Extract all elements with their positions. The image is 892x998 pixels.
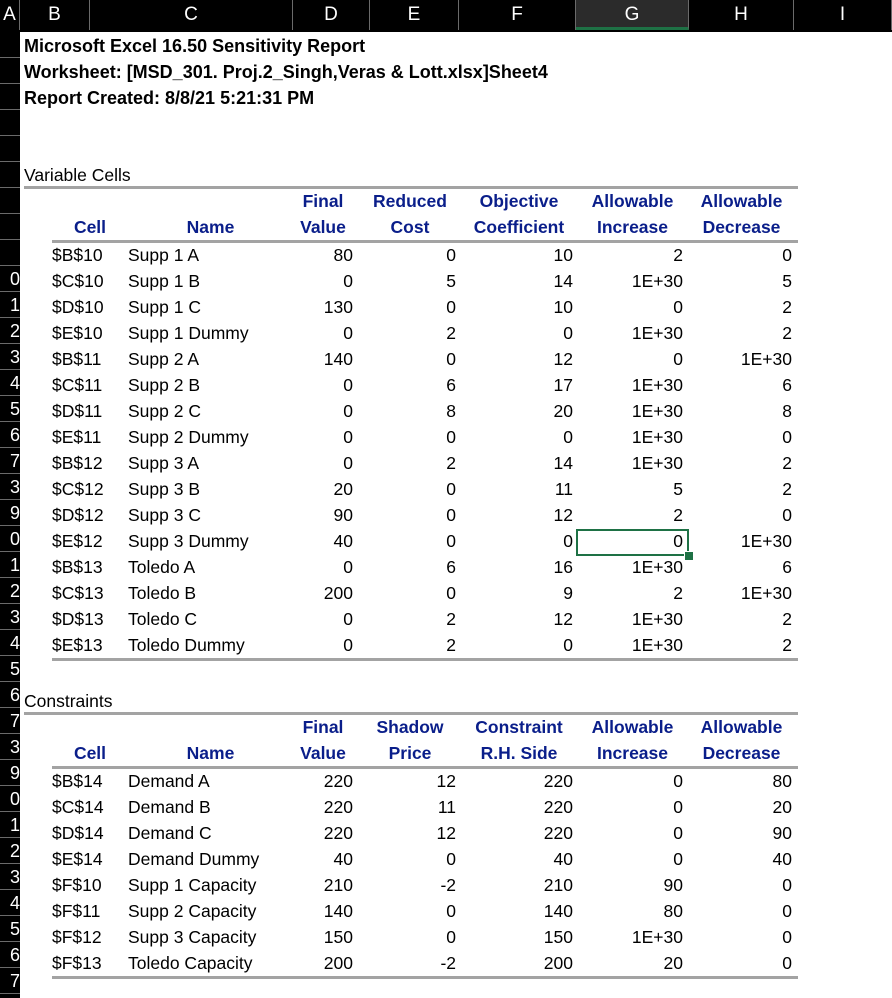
variable_cells-final-value[interactable]: 0 (343, 557, 353, 577)
row-header[interactable]: 0 (0, 786, 20, 812)
row-header[interactable] (0, 110, 20, 136)
variable_cells-cost[interactable]: 5 (446, 271, 456, 291)
constraints-allowable-decrease[interactable]: 0 (782, 875, 792, 895)
constraints-final-value[interactable]: 40 (333, 849, 353, 869)
variable_cells-name[interactable]: Supp 3 A (128, 453, 200, 473)
variable_cells-allowable-increase[interactable]: 5 (673, 479, 683, 499)
row-header[interactable]: 2 (0, 838, 20, 864)
column-header-e[interactable]: E (370, 0, 459, 30)
constraints-coefficient[interactable]: 140 (543, 901, 573, 921)
row-header[interactable]: 5 (0, 396, 20, 422)
variable_cells-coefficient[interactable]: 12 (553, 349, 573, 369)
variable_cells-coefficient[interactable]: 0 (563, 427, 573, 447)
constraints-name[interactable]: Supp 2 Capacity (128, 901, 257, 921)
variable_cells-allowable-decrease[interactable]: 2 (782, 297, 792, 317)
row-header[interactable]: 3 (0, 474, 20, 500)
variable_cells-final-value[interactable]: 0 (343, 635, 353, 655)
constraints-cell-ref[interactable]: $B$14 (52, 771, 103, 791)
variable_cells-cost[interactable]: 0 (446, 427, 456, 447)
variable_cells-allowable-increase[interactable]: 0 (673, 297, 683, 317)
constraints-coefficient[interactable]: 220 (543, 797, 573, 817)
variable_cells-header-allowable-increase: Allowable (591, 191, 674, 211)
row-header[interactable]: 4 (0, 890, 20, 916)
constraints-cost[interactable]: -2 (440, 875, 456, 895)
constraints-cost[interactable]: 12 (436, 771, 456, 791)
constraints-cell-ref[interactable]: $F$12 (52, 927, 102, 947)
constraints-cost[interactable]: 0 (446, 901, 456, 921)
constraints-allowable-decrease[interactable]: 0 (782, 927, 792, 947)
constraints-allowable-increase[interactable]: 20 (663, 953, 683, 973)
variable_cells-coefficient[interactable]: 0 (563, 323, 573, 343)
variable_cells-cost[interactable]: 0 (446, 505, 456, 525)
constraints-cost[interactable]: 12 (436, 823, 456, 843)
variable_cells-header-coefficient: Objective (479, 191, 559, 211)
variable_cells-cost[interactable]: 0 (446, 479, 456, 499)
constraints-name[interactable]: Supp 1 Capacity (128, 875, 257, 895)
variable_cells-allowable-decrease[interactable]: 1E+30 (740, 531, 792, 551)
constraints-allowable-decrease[interactable]: 40 (772, 849, 792, 869)
constraints-final-value[interactable]: 220 (323, 771, 353, 791)
variable_cells-header-final-value: Value (300, 217, 346, 237)
variable_cells-bottom-rule (52, 658, 798, 661)
constraints-section-title: Constraints (24, 691, 113, 711)
variable_cells-name[interactable]: Supp 2 B (128, 375, 200, 395)
constraints-coefficient[interactable]: 220 (543, 771, 573, 791)
variable_cells-coefficient[interactable]: 12 (553, 609, 573, 629)
variable_cells-allowable-increase[interactable]: 1E+30 (631, 401, 683, 421)
variable_cells-allowable-increase[interactable]: 0 (673, 531, 683, 551)
constraints-final-value[interactable]: 210 (323, 875, 353, 895)
constraints-cell-ref[interactable]: $F$10 (52, 875, 102, 895)
variable_cells-final-value[interactable]: 140 (323, 349, 353, 369)
variable_cells-name[interactable]: Supp 2 Dummy (128, 427, 249, 447)
constraints-allowable-decrease[interactable]: 0 (782, 953, 792, 973)
variable_cells-allowable-decrease[interactable]: 0 (782, 427, 792, 447)
constraints-cell-ref[interactable]: $F$13 (52, 953, 102, 973)
variable_cells-allowable-increase[interactable]: 1E+30 (631, 271, 683, 291)
variable_cells-name[interactable]: Supp 3 B (128, 479, 200, 499)
row-header[interactable] (0, 136, 20, 162)
variable_cells-name[interactable]: Supp 3 Dummy (128, 531, 249, 551)
variable_cells-name[interactable]: Toledo C (128, 609, 198, 629)
variable_cells-coefficient[interactable]: 20 (553, 401, 573, 421)
constraints-name[interactable]: Demand B (128, 797, 211, 817)
report-created: Report Created: 8/8/21 5:21:31 PM (24, 88, 315, 108)
variable_cells-cost[interactable]: 6 (446, 557, 456, 577)
constraints-final-value[interactable]: 200 (323, 953, 353, 973)
variable_cells-cost[interactable]: 2 (446, 635, 456, 655)
constraints-allowable-decrease[interactable]: 80 (772, 771, 792, 791)
variable_cells-allowable-decrease[interactable]: 8 (782, 401, 792, 421)
variable_cells-cell-ref[interactable]: $E$10 (52, 323, 103, 343)
variable_cells-allowable-increase[interactable]: 1E+30 (631, 635, 683, 655)
report-title: Microsoft Excel 16.50 Sensitivity Report (24, 36, 366, 56)
variable_cells-allowable-increase[interactable]: 1E+30 (631, 427, 683, 447)
variable_cells-final-value[interactable]: 0 (343, 375, 353, 395)
variable_cells-header-coefficient: Coefficient (473, 217, 565, 237)
variable_cells-header-final-value: Final (302, 191, 344, 211)
variable_cells-cell-ref[interactable]: $C$12 (52, 479, 104, 499)
variable_cells-allowable-increase[interactable]: 1E+30 (631, 609, 683, 629)
constraints-final-value[interactable]: 220 (323, 823, 353, 843)
row-header[interactable]: 2 (0, 578, 20, 604)
variable_cells-allowable-increase[interactable]: 1E+30 (631, 557, 683, 577)
column-header-b[interactable]: B (20, 0, 90, 30)
variable_cells-cell-ref[interactable]: $B$11 (52, 349, 102, 369)
variable_cells-final-value[interactable]: 40 (333, 531, 353, 551)
row-header[interactable]: 3 (0, 734, 20, 760)
variable_cells-cell-ref[interactable]: $B$13 (52, 557, 103, 577)
row-header[interactable]: 1 (0, 292, 20, 318)
variable_cells-name[interactable]: Supp 1 Dummy (128, 323, 249, 343)
constraints-cost[interactable]: 0 (446, 927, 456, 947)
constraints-cell-ref[interactable]: $F$11 (52, 901, 101, 921)
variable_cells-allowable-decrease[interactable]: 2 (782, 453, 792, 473)
variable_cells-cell-ref[interactable]: $D$13 (52, 609, 104, 629)
variable_cells-cost[interactable]: 2 (446, 323, 456, 343)
variable_cells-header-allowable-increase: Increase (596, 217, 669, 237)
column-header-a[interactable]: A (0, 0, 20, 30)
constraints-header-final-value: Final (302, 717, 344, 737)
constraints-header-name: Name (186, 743, 235, 763)
constraints-coefficient[interactable]: 40 (553, 849, 573, 869)
row-header[interactable] (0, 58, 20, 84)
constraints-allowable-decrease[interactable]: 0 (782, 901, 792, 921)
constraints-header-allowable-increase: Increase (596, 743, 669, 763)
variable_cells-cell-ref[interactable]: $C$11 (52, 375, 103, 395)
row-header[interactable]: 7 (0, 968, 20, 994)
constraints-allowable-decrease[interactable]: 20 (772, 797, 792, 817)
row-header[interactable]: 1 (0, 552, 20, 578)
column-header-i[interactable]: I (794, 0, 892, 30)
constraints-final-value[interactable]: 150 (323, 927, 353, 947)
variable_cells-coefficient[interactable]: 10 (553, 245, 573, 265)
constraints-header-allowable-decrease: Decrease (702, 743, 781, 763)
variable_cells-allowable-increase[interactable]: 1E+30 (631, 323, 683, 343)
constraints-header-final-value: Value (300, 743, 346, 763)
constraints-header-cost: Shadow (376, 717, 444, 737)
variable_cells-cell-ref[interactable]: $D$11 (52, 401, 103, 421)
constraints-final-value[interactable]: 140 (323, 901, 353, 921)
variable_cells-cost[interactable]: 0 (446, 583, 456, 603)
variable_cells-cost[interactable]: 0 (446, 531, 456, 551)
row-header[interactable] (0, 240, 20, 266)
constraints-bottom-rule (52, 976, 798, 979)
row-header[interactable]: 6 (0, 422, 20, 448)
row-header[interactable]: 0 (0, 266, 20, 292)
constraints-allowable-increase[interactable]: 80 (663, 901, 683, 921)
constraints-allowable-increase[interactable]: 0 (673, 849, 683, 869)
constraints-coefficient[interactable]: 150 (543, 927, 573, 947)
row-header[interactable]: 2 (0, 318, 20, 344)
variable_cells-coefficient[interactable]: 11 (554, 479, 573, 499)
row-header[interactable]: 5 (0, 656, 20, 682)
row-header[interactable]: 4 (0, 370, 20, 396)
row-header[interactable]: 7 (0, 448, 20, 474)
variable_cells-allowable-decrease[interactable]: 0 (782, 245, 792, 265)
variable_cells-cell-ref[interactable]: $C$10 (52, 271, 104, 291)
variable_cells-name[interactable]: Supp 3 C (128, 505, 201, 525)
variable_cells-cost[interactable]: 0 (446, 349, 456, 369)
variable_cells-final-value[interactable]: 0 (343, 453, 353, 473)
column-header-d[interactable]: D (293, 0, 370, 30)
variable_cells-allowable-decrease[interactable]: 6 (782, 557, 792, 577)
variable_cells-coefficient[interactable]: 12 (553, 505, 573, 525)
variable_cells-allowable-decrease[interactable]: 1E+30 (740, 583, 792, 603)
constraints-cost[interactable]: -2 (440, 953, 456, 973)
variable_cells-cell-ref[interactable]: $C$13 (52, 583, 104, 603)
variable_cells-name[interactable]: Toledo Dummy (128, 635, 245, 655)
variable_cells-cell-ref[interactable]: $B$10 (52, 245, 103, 265)
variable_cells-final-value[interactable]: 0 (343, 271, 353, 291)
variable_cells-name[interactable]: Supp 1 A (128, 245, 200, 265)
variable_cells-name[interactable]: Toledo A (128, 557, 196, 577)
variable_cells-allowable-increase[interactable]: 2 (673, 583, 683, 603)
constraints-name[interactable]: Demand C (128, 823, 212, 843)
variable_cells-allowable-increase[interactable]: 1E+30 (631, 375, 683, 395)
variable_cells-final-value[interactable]: 80 (333, 245, 353, 265)
column-header-c[interactable]: C (90, 0, 293, 30)
variable_cells-name[interactable]: Supp 1 B (128, 271, 200, 291)
constraints-cell-ref[interactable]: $C$14 (52, 797, 104, 817)
variable_cells-allowable-decrease[interactable]: 1E+30 (740, 349, 792, 369)
row-header[interactable]: 7 (0, 708, 20, 734)
variable_cells-coefficient[interactable]: 0 (563, 635, 573, 655)
variable_cells-final-value[interactable]: 0 (343, 609, 353, 629)
row-header[interactable]: 0 (0, 526, 20, 552)
variable_cells-cost[interactable]: 2 (446, 453, 456, 473)
variable_cells-header-allowable-decrease: Allowable (700, 191, 783, 211)
row-header[interactable] (0, 188, 20, 214)
constraints-header-allowable-decrease: Allowable (700, 717, 783, 737)
variable_cells-cell-ref[interactable]: $D$12 (52, 505, 104, 525)
row-header-bar (0, 32, 20, 998)
constraints-cost[interactable]: 11 (437, 797, 456, 817)
variable_cells-cell-ref[interactable]: $D$10 (52, 297, 104, 317)
variable_cells-header-cell-ref: Cell (73, 217, 107, 237)
column-header-f[interactable]: F (459, 0, 576, 30)
variable_cells-header-cost: Cost (390, 217, 430, 237)
constraints-name[interactable]: Demand A (128, 771, 210, 791)
variable_cells-final-value[interactable]: 0 (343, 427, 353, 447)
row-header[interactable] (0, 214, 20, 240)
variable_cells-coefficient[interactable]: 17 (553, 375, 573, 395)
row-header[interactable] (0, 32, 20, 58)
variable_cells-cost[interactable]: 0 (446, 297, 456, 317)
row-header[interactable]: 3 (0, 604, 20, 630)
row-header[interactable] (0, 84, 20, 110)
constraints-cell-ref[interactable]: $D$14 (52, 823, 104, 843)
variable_cells-final-value[interactable]: 200 (323, 583, 353, 603)
variable_cells-coefficient[interactable]: 16 (553, 557, 573, 577)
variable_cells-allowable-increase[interactable]: 2 (673, 245, 683, 265)
variable_cells-allowable-increase[interactable]: 2 (673, 505, 683, 525)
variable_cells-name[interactable]: Toledo B (128, 583, 197, 603)
column-header-bar (0, 0, 892, 32)
row-header[interactable]: 3 (0, 864, 20, 890)
constraints-allowable-increase[interactable]: 0 (673, 823, 683, 843)
row-header[interactable]: 9 (0, 500, 20, 526)
variable_cells-allowable-decrease[interactable]: 2 (782, 479, 792, 499)
row-header[interactable]: 3 (0, 344, 20, 370)
variable_cells-allowable-decrease[interactable]: 6 (782, 375, 792, 395)
variable_cells-cost[interactable]: 8 (446, 401, 456, 421)
constraints-allowable-decrease[interactable]: 90 (772, 823, 792, 843)
variable_cells-cell-ref[interactable]: $E$11 (52, 427, 102, 447)
variable_cells-allowable-decrease[interactable]: 2 (782, 635, 792, 655)
report-worksheet: Worksheet: [MSD_301. Proj.2_Singh,Veras & Lott.xlsx]Sheet4 (24, 62, 548, 82)
row-header[interactable]: 6 (0, 682, 20, 708)
constraints-header-cost: Price (388, 743, 432, 763)
variable_cells-cost[interactable]: 6 (446, 375, 456, 395)
variable_cells-coefficient[interactable]: 0 (563, 531, 573, 551)
variable_cells-coefficient[interactable]: 9 (563, 583, 573, 603)
variable_cells-name[interactable]: Supp 2 A (128, 349, 200, 369)
variable_cells-final-value[interactable]: 20 (333, 479, 353, 499)
variable_cells-cell-ref[interactable]: $E$12 (52, 531, 103, 551)
variable_cells-allowable-increase[interactable]: 0 (673, 349, 683, 369)
constraints-final-value[interactable]: 220 (323, 797, 353, 817)
variable_cells-section-title: Variable Cells (24, 165, 131, 185)
constraints-cost[interactable]: 0 (446, 849, 456, 869)
constraints-header-coefficient: Constraint (475, 717, 563, 737)
variable_cells-name[interactable]: Supp 1 C (128, 297, 201, 317)
variable_cells-allowable-decrease[interactable]: 0 (782, 505, 792, 525)
constraints-allowable-increase[interactable]: 0 (673, 797, 683, 817)
variable_cells-coefficient[interactable]: 10 (553, 297, 573, 317)
variable_cells-allowable-decrease[interactable]: 5 (782, 271, 792, 291)
constraints-header-cell-ref: Cell (73, 743, 107, 763)
variable_cells-header-cost: Reduced (373, 191, 447, 211)
constraints-coefficient[interactable]: 210 (543, 875, 573, 895)
constraints-allowable-increase[interactable]: 0 (673, 771, 683, 791)
constraints-header-coefficient: R.H. Side (480, 743, 558, 763)
fill-handle[interactable] (684, 551, 694, 561)
constraints-allowable-increase[interactable]: 1E+30 (631, 927, 683, 947)
variable_cells-allowable-increase[interactable]: 1E+30 (631, 453, 683, 473)
variable_cells-cost[interactable]: 2 (446, 609, 456, 629)
column-header-h[interactable]: H (689, 0, 794, 30)
variable_cells-allowable-decrease[interactable]: 2 (782, 323, 792, 343)
row-header[interactable]: 9 (0, 760, 20, 786)
row-header[interactable]: 4 (0, 630, 20, 656)
variable_cells-cost[interactable]: 0 (446, 245, 456, 265)
row-header[interactable]: 6 (0, 942, 20, 968)
row-header[interactable] (0, 162, 20, 188)
constraints-name[interactable]: Toledo Capacity (128, 953, 253, 973)
column-header-g[interactable]: G (576, 0, 689, 30)
variable_cells-final-value[interactable]: 0 (343, 323, 353, 343)
variable_cells-header-name: Name (186, 217, 235, 237)
constraints-coefficient[interactable]: 200 (543, 953, 573, 973)
variable_cells-final-value[interactable]: 0 (343, 401, 353, 421)
variable_cells-header-allowable-decrease: Decrease (702, 217, 781, 237)
variable_cells-cell-ref[interactable]: $B$12 (52, 453, 103, 473)
variable_cells-final-value[interactable]: 90 (333, 505, 353, 525)
variable_cells-cell-ref[interactable]: $E$13 (52, 635, 103, 655)
active-cell-selection[interactable] (576, 529, 689, 556)
constraints-name[interactable]: Supp 3 Capacity (128, 927, 257, 947)
constraints-cell-ref[interactable]: $E$14 (52, 849, 103, 869)
row-header[interactable]: 1 (0, 812, 20, 838)
constraints-header-allowable-increase: Allowable (591, 717, 674, 737)
constraints-coefficient[interactable]: 220 (543, 823, 573, 843)
variable_cells-name[interactable]: Supp 2 C (128, 401, 201, 421)
variable_cells-allowable-decrease[interactable]: 2 (782, 609, 792, 629)
row-header[interactable]: 5 (0, 916, 20, 942)
constraints-name[interactable]: Demand Dummy (128, 849, 260, 869)
constraints-allowable-increase[interactable]: 90 (663, 875, 683, 895)
variable_cells-coefficient[interactable]: 14 (553, 453, 573, 473)
variable_cells-final-value[interactable]: 130 (323, 297, 353, 317)
variable_cells-coefficient[interactable]: 14 (553, 271, 573, 291)
